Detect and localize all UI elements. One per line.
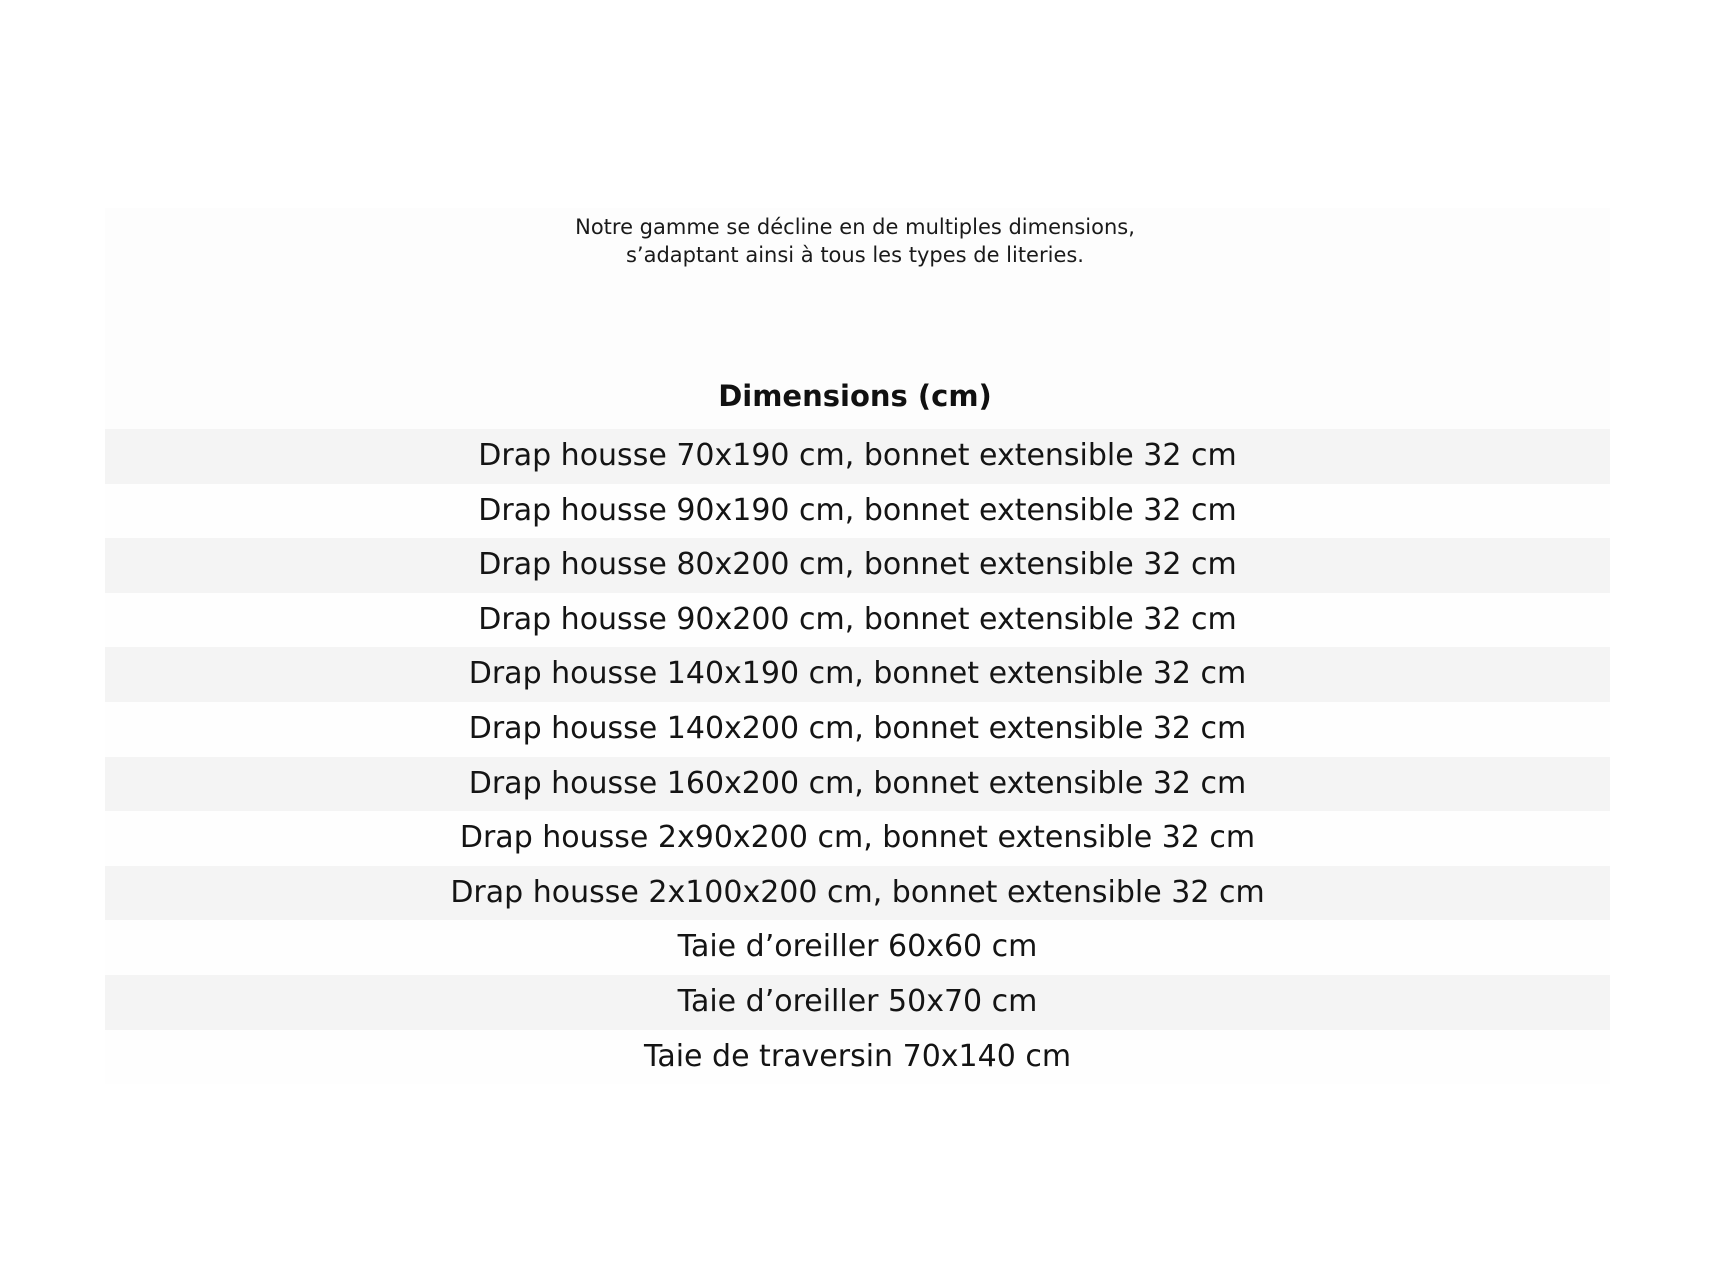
table-row: Drap housse 140x200 cm, bonnet extensible 32 cm	[105, 702, 1610, 757]
table-heading: Dimensions (cm)	[718, 379, 992, 413]
table-row: Drap housse 80x200 cm, bonnet extensible 32 cm	[105, 538, 1610, 593]
table-row: Taie d’oreiller 50x70 cm	[105, 975, 1610, 1030]
table-row: Drap housse 2x90x200 cm, bonnet extensible 32 cm	[105, 811, 1610, 866]
table-row: Drap housse 70x190 cm, bonnet extensible 32 cm	[105, 429, 1610, 484]
intro-line-2: s’adaptant ainsi à tous les types de literies.	[625, 243, 1084, 267]
table-row: Drap housse 160x200 cm, bonnet extensible 32 cm	[105, 757, 1610, 812]
dimensions-table	[105, 429, 1610, 1084]
intro-line-1: Notre gamme se décline en de multiples dimensions,	[575, 215, 1135, 239]
table-row: Taie de traversin 70x140 cm	[105, 1030, 1610, 1085]
table-row: Drap housse 2x100x200 cm, bonnet extensible 32 cm	[105, 866, 1610, 921]
table-row: Drap housse 140x190 cm, bonnet extensible 32 cm	[105, 647, 1610, 702]
intro-text	[0, 213, 1710, 269]
table-row: Drap housse 90x190 cm, bonnet extensible 32 cm	[105, 484, 1610, 539]
table-row: Drap housse 90x200 cm, bonnet extensible 32 cm	[105, 593, 1610, 648]
table-row: Taie d’oreiller 60x60 cm	[105, 920, 1610, 975]
